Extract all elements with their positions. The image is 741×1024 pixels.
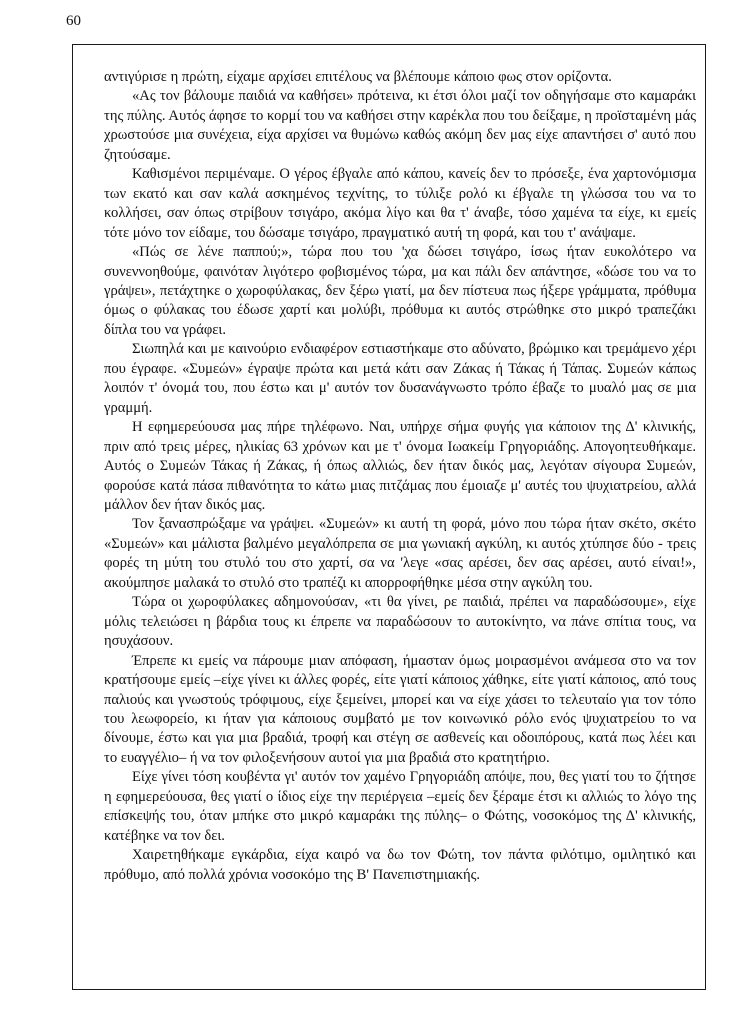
page-number: 60 — [66, 13, 81, 29]
paragraph: Έπρεπε κι εμείς να πάρουμε μιαν απόφαση, ήμασταν όμως μοιρασμένοι ανάμεσα στο να τον κρατήσουμε εμείς –είχε γίνει κι άλλες φορές, είτε γιατί κάποιος χάθηκε, είτε γιατί κάποιος, από τους παλιούς και γνωστούς τρόφιμους, είχε ξεμείνει, μπορεί και να είχε χάσει το τελευταίο για τον τόπο του λεωφορείο, κι ήταν για κάποιους συμβατό με τον κοινωνικό ρόλο ενός ψυχιατρείου το να δίνουμε, έστω και για μια βραδιά, τροφή και στέγη σε ασθενείς και οδοιπόρους, κατά πως λέει και το ευαγγέλιο– ή να τον φιλοξενήσουν αυτοί για μια βραδιά στο κρατητήριο. — [104, 652, 696, 766]
paragraph: Τώρα οι χωροφύλακες αδημονούσαν, «τι θα γίνει, ρε παιδιά, πρέπει να παραδώσουμε», είχε μόλις τελειώσει η βάρδια τους κι έπρεπε να παραδώσουν το αυτοκίνητο, να πάνε σπίτια τους, να ησυχάσουν. — [104, 594, 696, 650]
paragraph: Η εφημερεύουσα μας πήρε τηλέφωνο. Ναι, υπήρχε σήμα φυγής για κάποιον της Δ' κλινικής, πριν από τρεις μέρες, ηλικίας 63 χρόνων και με τ' όνομα Ιωακείμ Γρηγοριάδης. Απογοητευθήκαμε. Αυτός ο Συμεών Τάκας ή Ζάκας, ή όπως αλλιώς, δεν ήταν δικός μας, λεγόταν σίγουρα Συμεών, φορούσε κατά πάσα πιθανότητα το κάτω μιας πιτζάμας που έμοιαζε μ' αυτές του ψυχιατρείου, αλλά μάλλον δεν ήταν δικός μας. — [104, 419, 696, 513]
body-text — [104, 68, 696, 885]
paragraph: Χαιρετηθήκαμε εγκάρδια, είχα καιρό να δω τον Φώτη, τον πάντα φιλότιμο, ομιλητικό και πρόθυμο, από πολλά χρόνια νοσοκόμο της Β' Πανεπιστημιακής. — [104, 847, 696, 883]
paragraph: Σιωπηλά και με καινούριο ενδιαφέρον εστιαστήκαμε στο αδύνατο, βρώμικο και τρεμάμενο χέρι που έγραφε. «Συμεών» έγραψε πρώτα και μετά κάτι σαν Ζάκας ή Τάκας ή Τάπας. Συμεών κάπως λοιπόν τ' όνομά του, που έστω και μ' αυτόν τον δυσανάγνωστο τρόπο έβαζε το μυαλό μας σε μια γραμμή. — [104, 341, 696, 416]
paragraph: Καθισμένοι περιμέναμε. Ο γέρος έβγαλε από κάπου, κανείς δεν το πρόσεξε, ένα χαρτονόμισμα των εκατό και σαν καλά ασκημένος τεχνίτης, το τύλιξε ρολό κι έβγαλε τη γλώσσα του να το κολλήσει, σαν όπως στρίβουν τσιγάρο, ακόμα λίγο και θα τ' άναβε, τόσο χαμένα τα είχε, κι εμείς τότε μόνο τον είδαμε, του δώσαμε τσιγάρο, πραγματικό αυτή τη φορά, και του τ' ανάψαμε. — [104, 166, 696, 241]
paragraph: Είχε γίνει τόση κουβέντα γι' αυτόν τον χαμένο Γρηγοριάδη απόψε, που, θες γιατί του το ζήτησε η εφημερεύουσα, θες γιατί ο ίδιος είχε την περιέργεια –εμείς δεν ξέραμε έτσι κι αλλιώς το λόγο της επίσκεψής του, όταν μπήκε στο μικρό καμαράκι της πύλης– ο Φώτης, νοσοκόμος της Δ' κλινικής, κατέβηκε να τον δει. — [104, 769, 696, 844]
paragraph: αντιγύρισε η πρώτη, είχαμε αρχίσει επιτέλους να βλέπουμε κάποιο φως στον ορίζοντα. — [104, 69, 612, 85]
paragraph: Τον ξανασπρώξαμε να γράψει. «Συμεών» κι αυτή τη φορά, μόνο που τώρα ήταν σκέτο, σκέτο «Συμεών» και μάλιστα βαλμένο μεγαλόπρεπα σε μια γωνιακή αγκύλη, κι αυτός χτύπησε δύο - τρεις φορές τη μύτη του στυλό του στο χαρτί, σα να 'λεγε «σας αρέσει, δεν σας αρέσει, αυτό είναι!», ακούμπησε μαλακά το στυλό στο τραπέζι κι απορροφήθηκε μέσα στην αγκύλη του. — [104, 516, 696, 591]
paragraph: «Ας τον βάλουμε παιδιά να καθήσει» πρότεινα, κι έτσι όλοι μαζί τον οδηγήσαμε στο καμαράκι της πύλης. Αυτός άφησε το κορμί του να καθήσει στην καρέκλα που του δείξαμε, η προϊσταμένη μάς χρωστούσε μια συνέχεια, είχα αρχίσει να θυμώνω καθώς ακόμη δεν μας είχε απαντήσει σ' αυτό που ζητούσαμε. — [104, 88, 696, 163]
paragraph: «Πώς σε λένε παππού;», τώρα που του 'χα δώσει τσιγάρο, ίσως ήταν ευκολότερο να συνεννοηθούμε, φαινόταν λιγότερο φοβισμένος τώρα, μα και πάλι δεν απάντησε, «δώσε του να το γράψει», πετάχτηκε ο χωροφύλακας, δεν ξέρω γιατί, μα δεν πίστευα πως ήξερε γράμματα, πρόθυμα όμως ο φύλακας του έδωσε χαρτί και μολύβι, πρόθυμα κι αυτός στρώθηκε στο μικρό τραπεζάκι δίπλα του να γράφει. — [104, 244, 696, 338]
